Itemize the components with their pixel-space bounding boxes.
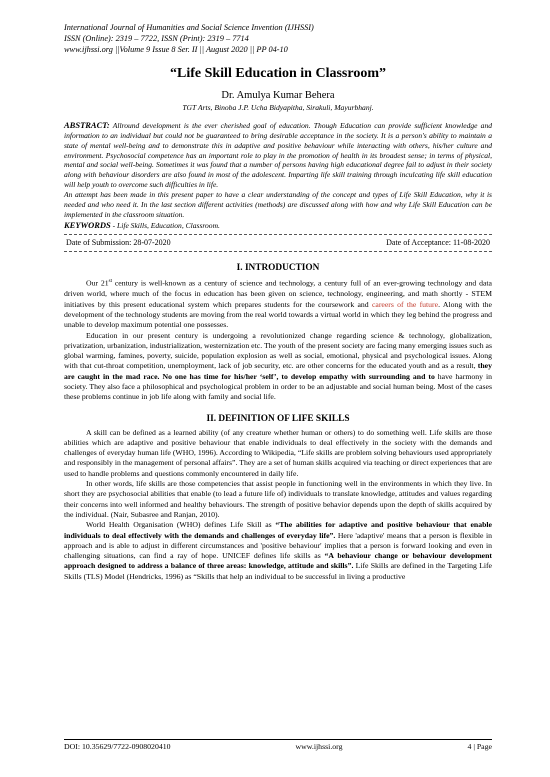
- author-name: Dr. Amulya Kumar Behera: [221, 90, 335, 101]
- page-footer: [64, 739, 492, 751]
- paragraph: [64, 331, 492, 403]
- journal-issn: ISSN (Online): 2319 – 7722, ISSN (Print): 2319 – 7714: [64, 34, 249, 43]
- footer-website: www.ijhssi.org: [295, 742, 343, 751]
- abstract: [64, 121, 492, 219]
- abstract-label: ABSTRACT:: [64, 120, 110, 130]
- abstract-paragraph-1: Allround development is the ever cherished goal of education. Though Education can provide sufficient knowledge and information to an individual but could not be guaranteed to bring desirable acceptance in the society. It is a person's ability to maintain a state of mental well-being and to demonstrate this in adaptive and positive behaviour while interacting with others, his/her culture and environment. Psychosocial competence has an important role to play in the promotion of health in its broadest sense; in terms of physical, mental and social well-being. Sometimes it was found that a number of persons having high educational degree fail to adjust in their society along with behaviour disorders are also found in most of the adolescent. Imparting life skill training through inculcating life skill education will help youth to overcome such difficulties in life.: [64, 121, 492, 190]
- superscript: st: [108, 279, 112, 285]
- submission-date: Date of Submission: 28-07-2020: [66, 238, 171, 248]
- doi: DOI: 10.35629/7722-0908020410: [64, 742, 171, 751]
- page-number: 4 | Page: [467, 742, 492, 751]
- section-heading-introduction: I. INTRODUCTION: [236, 263, 320, 274]
- paragraph: A skill can be defined as a learned ability (of any creature whether human or others) to do something well. Life skills are those abilities which are adaptive and positive behaviour that enable individuals to deal effectively in the society with the demands and challenges of everyday human life (WHO, 1996). According to Wikipedia, “Life skills are problem solving behaviours used appropriately and responsibly in the management of personal affairs”. They are a set of human skills acquired via teaching or direct experiences that are used to handle problems and questions commonly encountered in daily life.: [64, 427, 492, 478]
- text-run: Education in our present century is undergoing a revolutionized change regarding science & technology, globalization, privatization, urbanization, industrialization, westernization etc. The youth of the present society are facing many emerging issues such as global warming, famines, poverty, suicide, population explosion as well as social, emotional, physical and psychological issues. Along with that cut-throat competition, unemployment, lack of job security, etc. are other concerns for the educated youth and as a result,: [64, 330, 492, 371]
- paper-body: [64, 263, 492, 582]
- text-run: Our 21: [86, 279, 109, 289]
- text-run: Life Skills are defined in the Targeting Life Skills (TLS) Model (Hendricks, 1996) as “Skills that help an individual to be successful in living a productive: [64, 561, 492, 581]
- bold-text: “The abilities for adaptive and positive behaviour that enable individuals to deal effectively with the demands and challenges of everyday life”.: [64, 520, 492, 540]
- careers-link[interactable]: careers of the future: [371, 299, 439, 309]
- text-run: century is well-known as a century of science and technology, a century full of an ever-growing technology and data driven world, where much of the focus in education has been given on science, technology, engineering, and math shortly - STEM initiatives by this present educational system which prepares students for the coursework and: [64, 279, 492, 309]
- journal-name: International Journal of Humanities and Social Science Invention (IJHSSI): [64, 23, 314, 32]
- divider: [64, 251, 492, 252]
- section-heading-definition: II. DEFINITION OF LIFE SKILLS: [206, 413, 350, 424]
- paper-page: [64, 22, 492, 582]
- paper-title: “Life Skill Education in Classroom”: [169, 66, 386, 81]
- paragraph: [64, 520, 492, 582]
- acceptance-date: Date of Acceptance: 11-08-2020: [386, 238, 490, 248]
- journal-header: [64, 22, 492, 55]
- bold-text: “A behaviour change or behaviour development approach designed to address a balance of three areas: knowledge, attitude and skills”.: [64, 551, 492, 571]
- keywords-label: KEYWORDS: [64, 220, 111, 231]
- keywords-text: - Life Skills, Education, Classroom.: [110, 221, 220, 231]
- text-run: have harmony in society. They also face a philosophical and psychological problem in order to be an adjustable and social human being. Most of the cases these problems continue in job life along with family and social life.: [64, 371, 492, 402]
- paragraph: In other words, life skills are those competencies that assist people in functioning well in the environments in which they live. In short they are psychosocial abilities that enable (to lead a future life of) individuals to translate knowledge, attitudes and values regarding their concerns into well informed and healthy behaviours. The strength of positive behavior depends upon the depth of skills acquired by the individual. (Nair, Subasree and Ranjan, 2010).: [64, 479, 492, 519]
- text-run: Here 'adaptive' means that a person is flexible in approach and is able to adjust in different circumstances and 'positive behaviour' implies that a person is forward looking and even in challenging situations, can find a ray of hope. UNICEF defines life skills as: [64, 530, 492, 561]
- abstract-paragraph-2: An attempt has been made in this present paper to have a clear understanding of the concept and types of Life Skill Education, why it is needed and who need it. In the last section different activities (methods) are discussed along with how and why Life Skill Education can be implemented in the classroom situation.: [64, 189, 492, 219]
- paragraph: [64, 277, 492, 330]
- text-run: . Along with the development of the technology students are moving from the real world towards a virtual world in which they leg behind the progress and unable to develop maximum potential one possesses.: [64, 299, 492, 330]
- keywords: [64, 220, 492, 231]
- dates-row: [64, 238, 492, 248]
- divider: [64, 234, 492, 235]
- bold-text: they are caught in the mad race. No one has time for his/her ‘self’, to develop empathy with surrounding and to: [64, 361, 492, 381]
- author-affiliation: TGT Arts, Binoba J.P. Ucha Bidyapitha, Sirakuli, Mayurbhanj.: [182, 103, 374, 112]
- text-run: World Health Organisation (WHO) defines Life Skill as: [86, 520, 276, 530]
- journal-volume: www.ijhssi.org ||Volume 9 Issue 8 Ser. II || August 2020 || PP 04-10: [64, 45, 288, 54]
